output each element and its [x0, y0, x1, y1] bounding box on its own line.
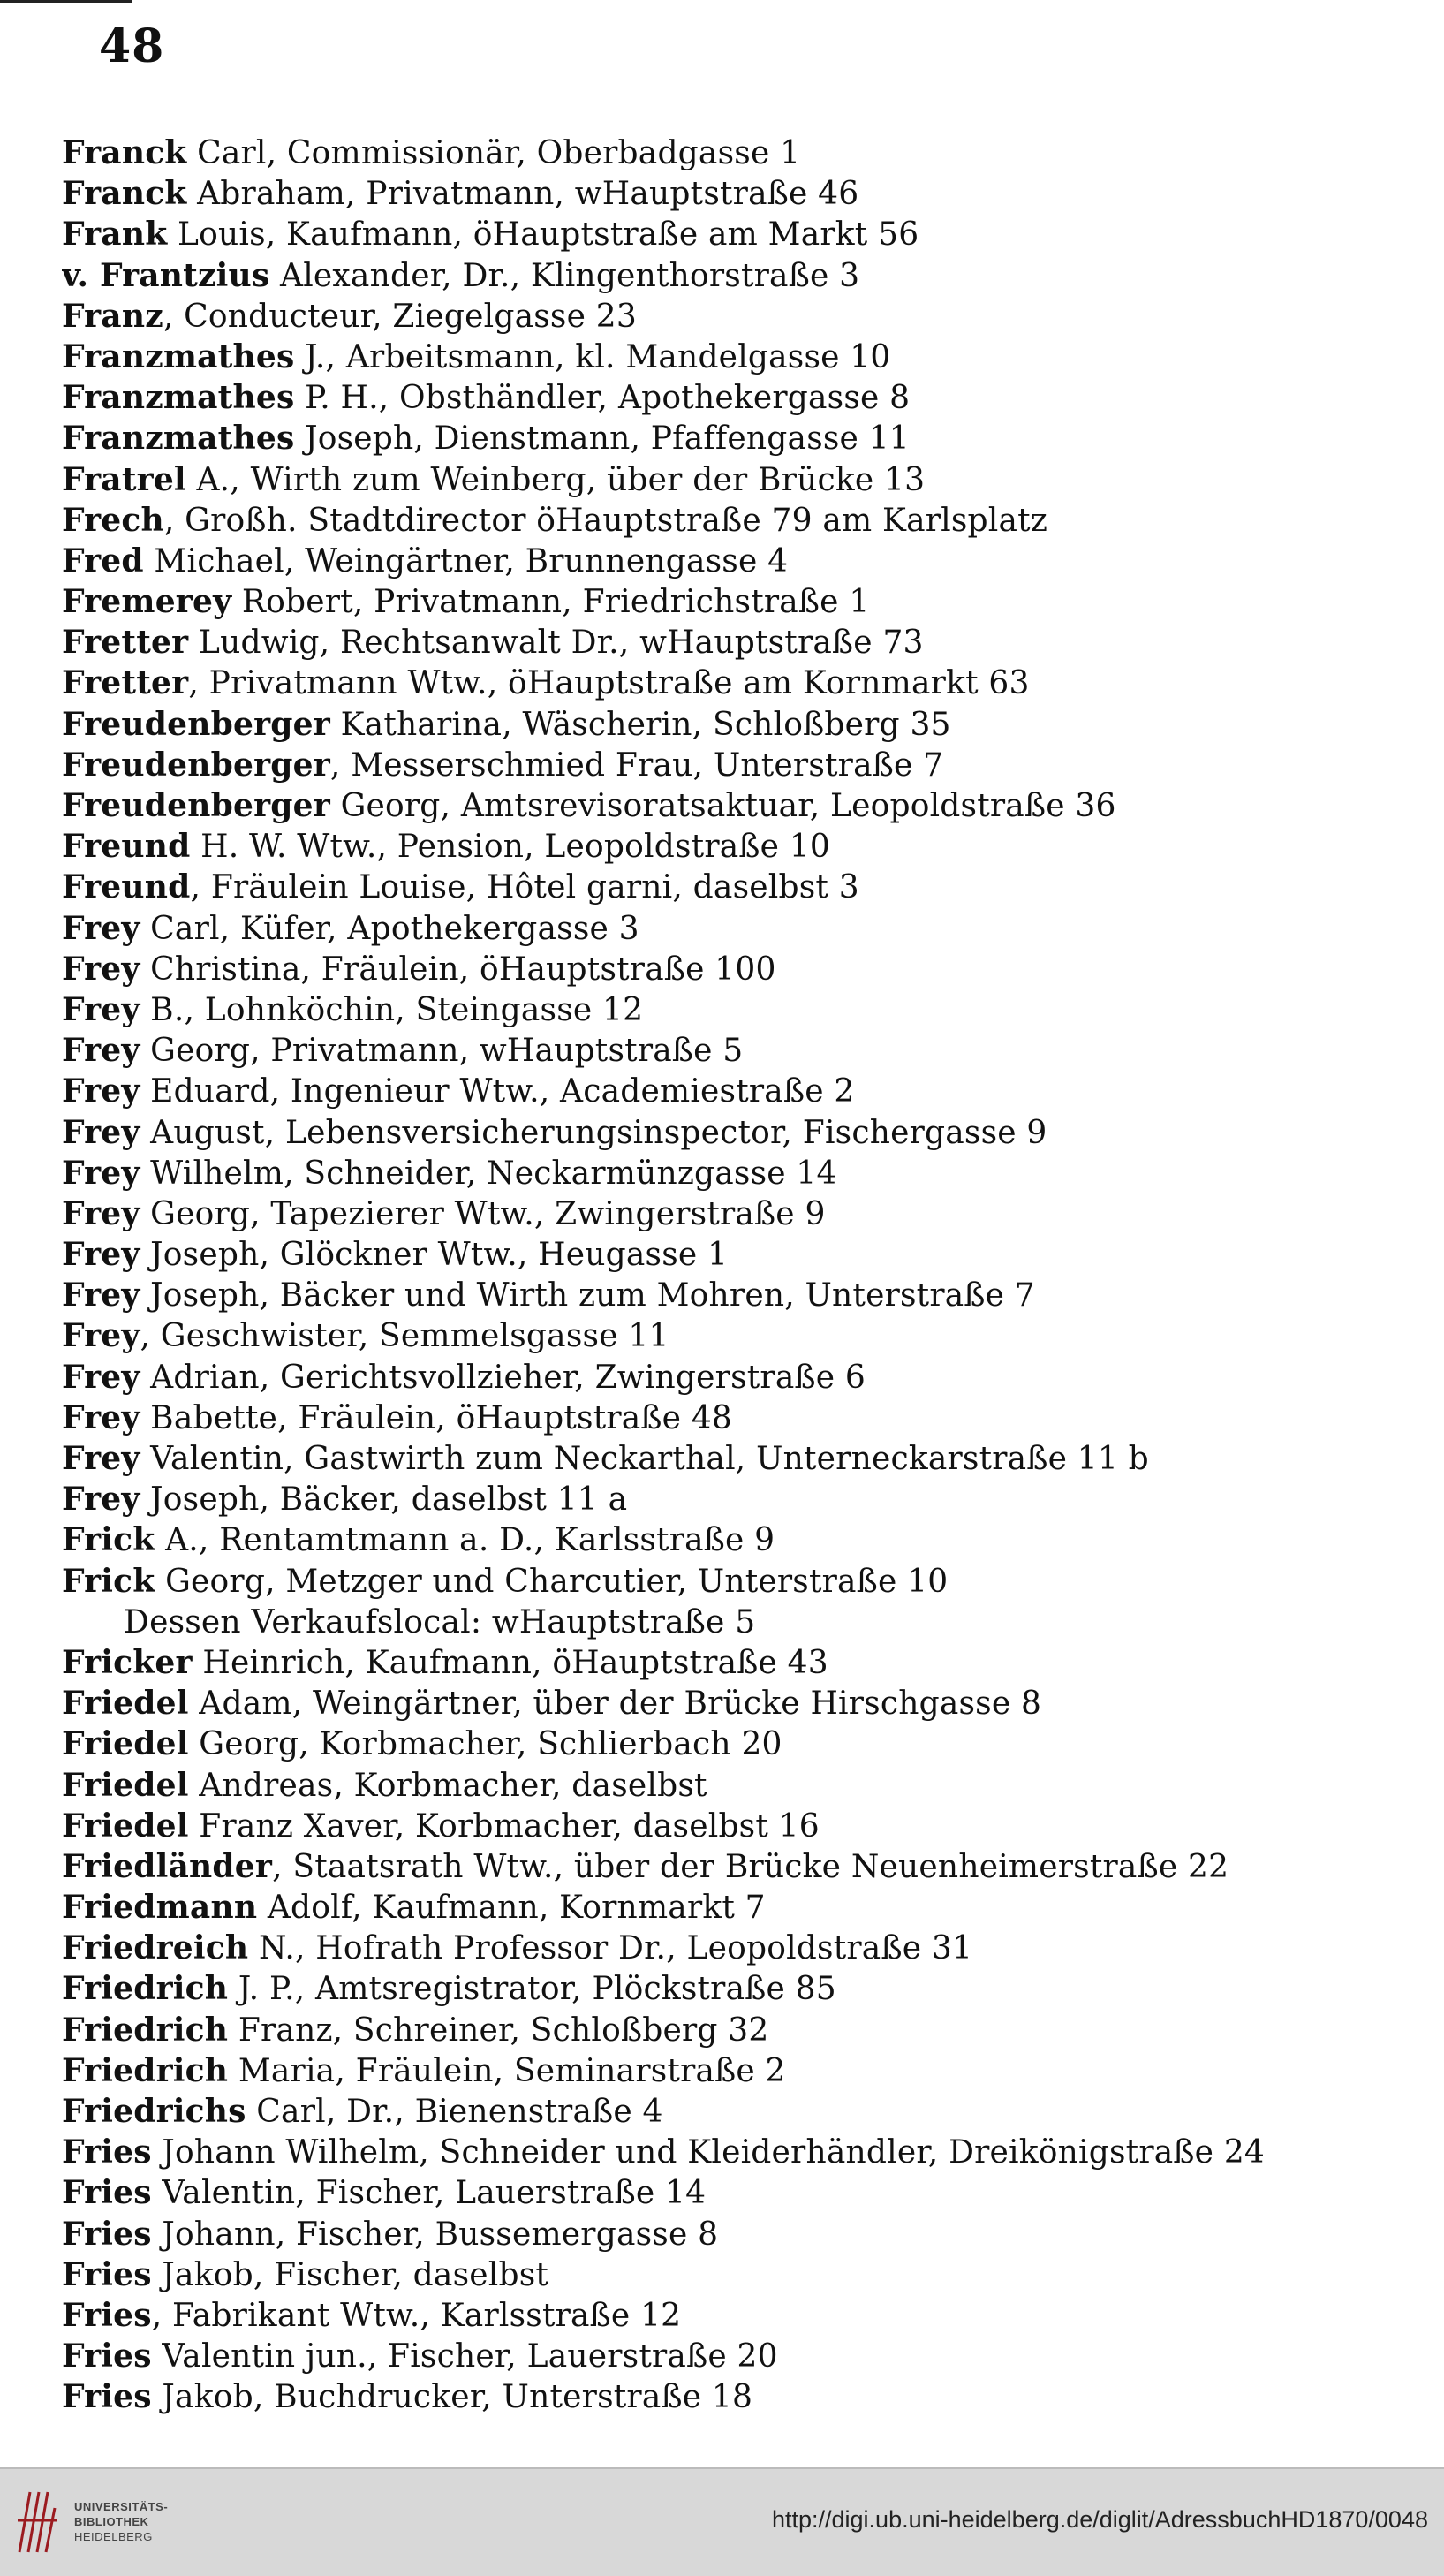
entry-surname: Frick: [62, 1521, 155, 1559]
entry-details: Georg, Korbmacher, Schlierbach 20: [188, 1726, 782, 1763]
entry-surname: Frey: [62, 1072, 140, 1110]
directory-entry: [62, 2172, 1404, 2213]
directory-entry: [62, 500, 1404, 541]
entry-details: Georg, Tapezierer Wtw., Zwingerstraße 9: [140, 1195, 826, 1232]
directory-entry: [62, 1030, 1404, 1071]
directory-entry: [62, 2254, 1404, 2295]
entry-details: Robert, Privatmann, Friedrichstraße 1: [231, 584, 870, 621]
entry-surname: Fretter: [62, 664, 189, 702]
entry-details: , Messerschmied Frau, Unterstraße 7: [329, 746, 944, 784]
entry-surname: Fries: [62, 2296, 152, 2334]
entry-details: Franz Xaver, Korbmacher, daselbst 16: [188, 1807, 820, 1845]
directory-entry: [62, 2376, 1404, 2417]
entry-details: Maria, Fräulein, Seminarstraße 2: [228, 2052, 786, 2089]
entry-details: Georg, Privatmann, wHauptstraße 5: [140, 1033, 744, 1070]
entry-surname: Friedel: [62, 1807, 189, 1845]
directory-entry: [62, 2010, 1404, 2050]
directory-entry: [62, 1234, 1404, 1275]
entry-surname: v. Frantzius: [62, 256, 270, 294]
entry-surname: Fretter: [62, 624, 189, 662]
entry-surname: Fries: [62, 2215, 152, 2253]
entry-details: B., Lohnköchin, Steingasse 12: [140, 991, 644, 1028]
entry-surname: Freund: [62, 828, 191, 866]
entry-surname: Frech: [62, 501, 164, 539]
entry-surname: Frey: [62, 1032, 140, 1070]
entry-surname: Fries: [62, 2133, 152, 2171]
entry-details: August, Lebensversicherungsinspector, Fischergasse 9: [140, 1114, 1047, 1151]
entry-surname: Franzmathes: [62, 337, 295, 375]
directory-entry: [62, 2091, 1404, 2132]
directory-entry: [62, 1071, 1404, 1111]
directory-entry: [62, 949, 1404, 989]
directory-entry: [62, 704, 1404, 745]
directory-entry: [62, 1153, 1404, 1193]
entry-details: Georg, Amtsrevisoratsaktuar, Leopoldstraße 36: [329, 788, 1116, 824]
entry-surname: Frey: [62, 1358, 140, 1396]
entry-surname: Fred: [62, 542, 144, 580]
entry-surname: Frey: [62, 1236, 140, 1274]
directory-entry: [62, 1806, 1404, 1846]
directory-entry: [62, 541, 1404, 581]
entry-details: Jakob, Buchdrucker, Unterstraße 18: [151, 2379, 753, 2416]
entry-surname: Frey: [62, 1154, 140, 1192]
directory-entry: [62, 1398, 1404, 1438]
directory-entries: [62, 133, 1404, 2418]
entry-surname: Friedrich: [62, 2051, 229, 2089]
directory-entry: [62, 1765, 1404, 1806]
directory-entry: [62, 418, 1404, 458]
footer-bar: [0, 2467, 1444, 2576]
source-url-link[interactable]: http://digi.ub.uni-heidelberg.de/diglit/AdressbuchHD1870/0048: [771, 2506, 1428, 2533]
directory-entry: [62, 663, 1404, 703]
directory-entry: [62, 2214, 1404, 2254]
directory-entry: [62, 173, 1404, 214]
entry-surname: Fratrel: [62, 460, 186, 498]
entry-surname: Friedrich: [62, 1970, 229, 2008]
directory-entry: [62, 377, 1404, 418]
entry-surname: Friedländer: [62, 1847, 273, 1885]
directory-entry: [62, 1724, 1404, 1764]
entry-surname: Frank: [62, 216, 168, 254]
entry-details: Ludwig, Rechtsanwalt Dr., wHauptstraße 73: [188, 625, 924, 662]
logo-line-2: BIBLIOTHEK: [74, 2515, 149, 2528]
entry-details: P. H., Obsthändler, Apothekergasse 8: [294, 380, 911, 417]
entry-surname: Friedmann: [62, 1889, 258, 1927]
directory-entry: [62, 1275, 1404, 1315]
directory-entry: [62, 1561, 1404, 1602]
directory-entry: [62, 214, 1404, 254]
entry-surname: Friedrichs: [62, 2093, 246, 2130]
directory-entry: [62, 1519, 1404, 1560]
entry-surname: Franzmathes: [62, 420, 295, 458]
entry-details: Dessen Verkaufslocal: wHauptstraße 5: [124, 1603, 756, 1640]
entry-details: H. W. Wtw., Pension, Leopoldstraße 10: [190, 829, 831, 866]
entry-details: Jakob, Fischer, daselbst: [151, 2256, 549, 2293]
entry-surname: Freudenberger: [62, 787, 330, 824]
directory-entry: [62, 1642, 1404, 1683]
entry-surname: Frey: [62, 1317, 140, 1355]
directory-entry: [62, 337, 1404, 377]
directory-entry: [62, 867, 1404, 907]
entry-details: J., Arbeitsmann, kl. Mandelgasse 10: [294, 338, 891, 375]
entry-surname: Fries: [62, 2337, 152, 2375]
directory-entry: [62, 908, 1404, 949]
entry-details: Alexander, Dr., Klingenthorstraße 3: [269, 257, 860, 294]
entry-surname: Franck: [62, 134, 187, 171]
entry-details: Carl, Küfer, Apothekergasse 3: [140, 910, 639, 947]
entry-details: Franz, Schreiner, Schloßberg 32: [228, 2012, 769, 2049]
directory-entry: [62, 2295, 1404, 2336]
logo-line-1: UNIVERSITÄTS-: [74, 2500, 169, 2513]
directory-entry: [62, 1683, 1404, 1724]
entry-surname: Frey: [62, 1398, 140, 1436]
directory-entry: [62, 581, 1404, 622]
entry-details: Carl, Dr., Bienenstraße 4: [246, 2094, 663, 2130]
logo-line-3: HEIDELBERG: [74, 2530, 153, 2543]
directory-entry: [62, 2050, 1404, 2091]
page-number: 48: [99, 19, 165, 73]
entry-details: A., Rentamtmann a. D., Karlsstraße 9: [155, 1522, 775, 1559]
entry-details: Michael, Weingärtner, Brunnengasse 4: [143, 542, 789, 580]
top-rule: [0, 0, 132, 3]
entry-details: Wilhelm, Schneider, Neckarmünzgasse 14: [140, 1155, 837, 1192]
entry-surname: Friedreich: [62, 1929, 249, 1967]
entry-details: Eduard, Ingenieur Wtw., Academiestraße 2: [140, 1073, 855, 1110]
entry-details: Abraham, Privatmann, wHauptstraße 46: [186, 176, 859, 213]
directory-entry: [62, 1968, 1404, 2009]
entry-details: Valentin jun., Fischer, Lauerstraße 20: [151, 2338, 778, 2375]
directory-entry: [62, 622, 1404, 663]
directory-entry: [62, 1112, 1404, 1153]
entry-details: Adrian, Gerichtsvollzieher, Zwingerstraße 6: [140, 1359, 866, 1396]
entry-details: Adam, Weingärtner, über der Brücke Hirschgasse 8: [188, 1686, 1042, 1723]
entry-details: A., Wirth zum Weinberg, über der Brücke 13: [185, 461, 926, 498]
entry-surname: Franck: [62, 175, 187, 213]
directory-entry: [62, 826, 1404, 867]
entry-details: Katharina, Wäscherin, Schloßberg 35: [329, 706, 951, 743]
entry-surname: Franzmathes: [62, 379, 295, 417]
entry-surname: Frey: [62, 990, 140, 1028]
directory-entry: [62, 1887, 1404, 1928]
directory-entry: [62, 1438, 1404, 1479]
entry-surname: Fries: [62, 2378, 152, 2416]
entry-details: N., Hofrath Professor Dr., Leopoldstraße 31: [248, 1930, 973, 1967]
directory-entry: [62, 1357, 1404, 1398]
directory-entry: [62, 1602, 1404, 1642]
entry-surname: Frey: [62, 909, 140, 947]
entry-details: Georg, Metzger und Charcutier, Unterstraße 10: [155, 1563, 949, 1600]
directory-entry: [62, 133, 1404, 173]
entry-surname: Frey: [62, 1440, 140, 1477]
entry-details: J. P., Amtsregistrator, Plöckstraße 85: [228, 1971, 836, 2008]
library-logo-text: [74, 2499, 233, 2544]
entry-details: , Großh. Stadtdirector öHauptstraße 79 am Karlsplatz: [163, 502, 1048, 539]
directory-entry: [62, 1846, 1404, 1887]
entry-surname: Fremerey: [62, 583, 232, 621]
entry-surname: Frey: [62, 950, 140, 988]
directory-entry: [62, 989, 1404, 1030]
directory-entry: [62, 296, 1404, 337]
entry-surname: Freudenberger: [62, 746, 330, 784]
entry-surname: Frey: [62, 1113, 140, 1151]
entry-surname: Friedel: [62, 1766, 189, 1804]
directory-entry: [62, 1315, 1404, 1356]
entry-surname: Fries: [62, 2255, 152, 2293]
entry-details: Babette, Fräulein, öHauptstraße 48: [140, 1399, 733, 1436]
entry-surname: Frick: [62, 1562, 155, 1600]
directory-entry: [62, 1479, 1404, 1519]
entry-surname: Frey: [62, 1277, 140, 1315]
directory-entry: [62, 459, 1404, 500]
entry-details: Johann, Fischer, Bussemergasse 8: [151, 2216, 719, 2253]
directory-entry: [62, 255, 1404, 296]
entry-surname: Freund: [62, 868, 191, 906]
entry-surname: Freudenberger: [62, 705, 330, 743]
entry-details: , Geschwister, Semmelsgasse 11: [140, 1318, 669, 1355]
entry-surname: Friedrich: [62, 2011, 229, 2049]
entry-details: , Fabrikant Wtw., Karlsstraße 12: [151, 2297, 682, 2334]
entry-details: Adolf, Kaufmann, Kornmarkt 7: [257, 1890, 766, 1927]
entry-details: , Privatmann Wtw., öHauptstraße am Kornmarkt 63: [188, 665, 1030, 702]
directory-entry: [62, 1193, 1404, 1234]
entry-details: Johann Wilhelm, Schneider und Kleiderhändler, Dreikönigstraße 24: [151, 2134, 1266, 2171]
entry-surname: Fricker: [62, 1643, 193, 1681]
entry-details: , Staatsrath Wtw., über der Brücke Neuenheimerstraße 22: [272, 1848, 1229, 1885]
entry-surname: Frey: [62, 1481, 140, 1519]
directory-entry: [62, 745, 1404, 785]
library-logo-icon: [16, 2485, 58, 2556]
entry-surname: Fries: [62, 2174, 152, 2212]
entry-surname: Friedel: [62, 1685, 189, 1723]
entry-details: Andreas, Korbmacher, daselbst: [188, 1767, 707, 1804]
entry-details: Valentin, Fischer, Lauerstraße 14: [151, 2175, 707, 2212]
entry-surname: Friedel: [62, 1725, 189, 1763]
entry-details: Heinrich, Kaufmann, öHauptstraße 43: [192, 1644, 828, 1681]
entry-details: Joseph, Bäcker und Wirth zum Mohren, Unterstraße 7: [140, 1277, 1035, 1315]
entry-surname: Franz: [62, 297, 163, 335]
entry-details: , Conducteur, Ziegelgasse 23: [163, 298, 637, 335]
entry-details: Joseph, Glöckner Wtw., Heugasse 1: [140, 1237, 729, 1274]
entry-details: Joseph, Bäcker, daselbst 11 a: [140, 1481, 628, 1519]
entry-details: Joseph, Dienstmann, Pfaffengasse 11: [294, 420, 910, 458]
directory-entry: [62, 1928, 1404, 1968]
entry-details: Christina, Fräulein, öHauptstraße 100: [140, 951, 776, 988]
entry-details: Louis, Kaufmann, öHauptstraße am Markt 56: [167, 216, 919, 254]
directory-entry: [62, 785, 1404, 826]
entry-surname: Frey: [62, 1194, 140, 1232]
entry-details: Valentin, Gastwirth zum Neckarthal, Unterneckarstraße 11 b: [140, 1441, 1149, 1477]
entry-details: Carl, Commissionär, Oberbadgasse 1: [186, 135, 801, 171]
directory-entry: [62, 2336, 1404, 2376]
directory-entry: [62, 2132, 1404, 2172]
entry-details: , Fräulein Louise, Hôtel garni, daselbst 3: [190, 869, 859, 906]
